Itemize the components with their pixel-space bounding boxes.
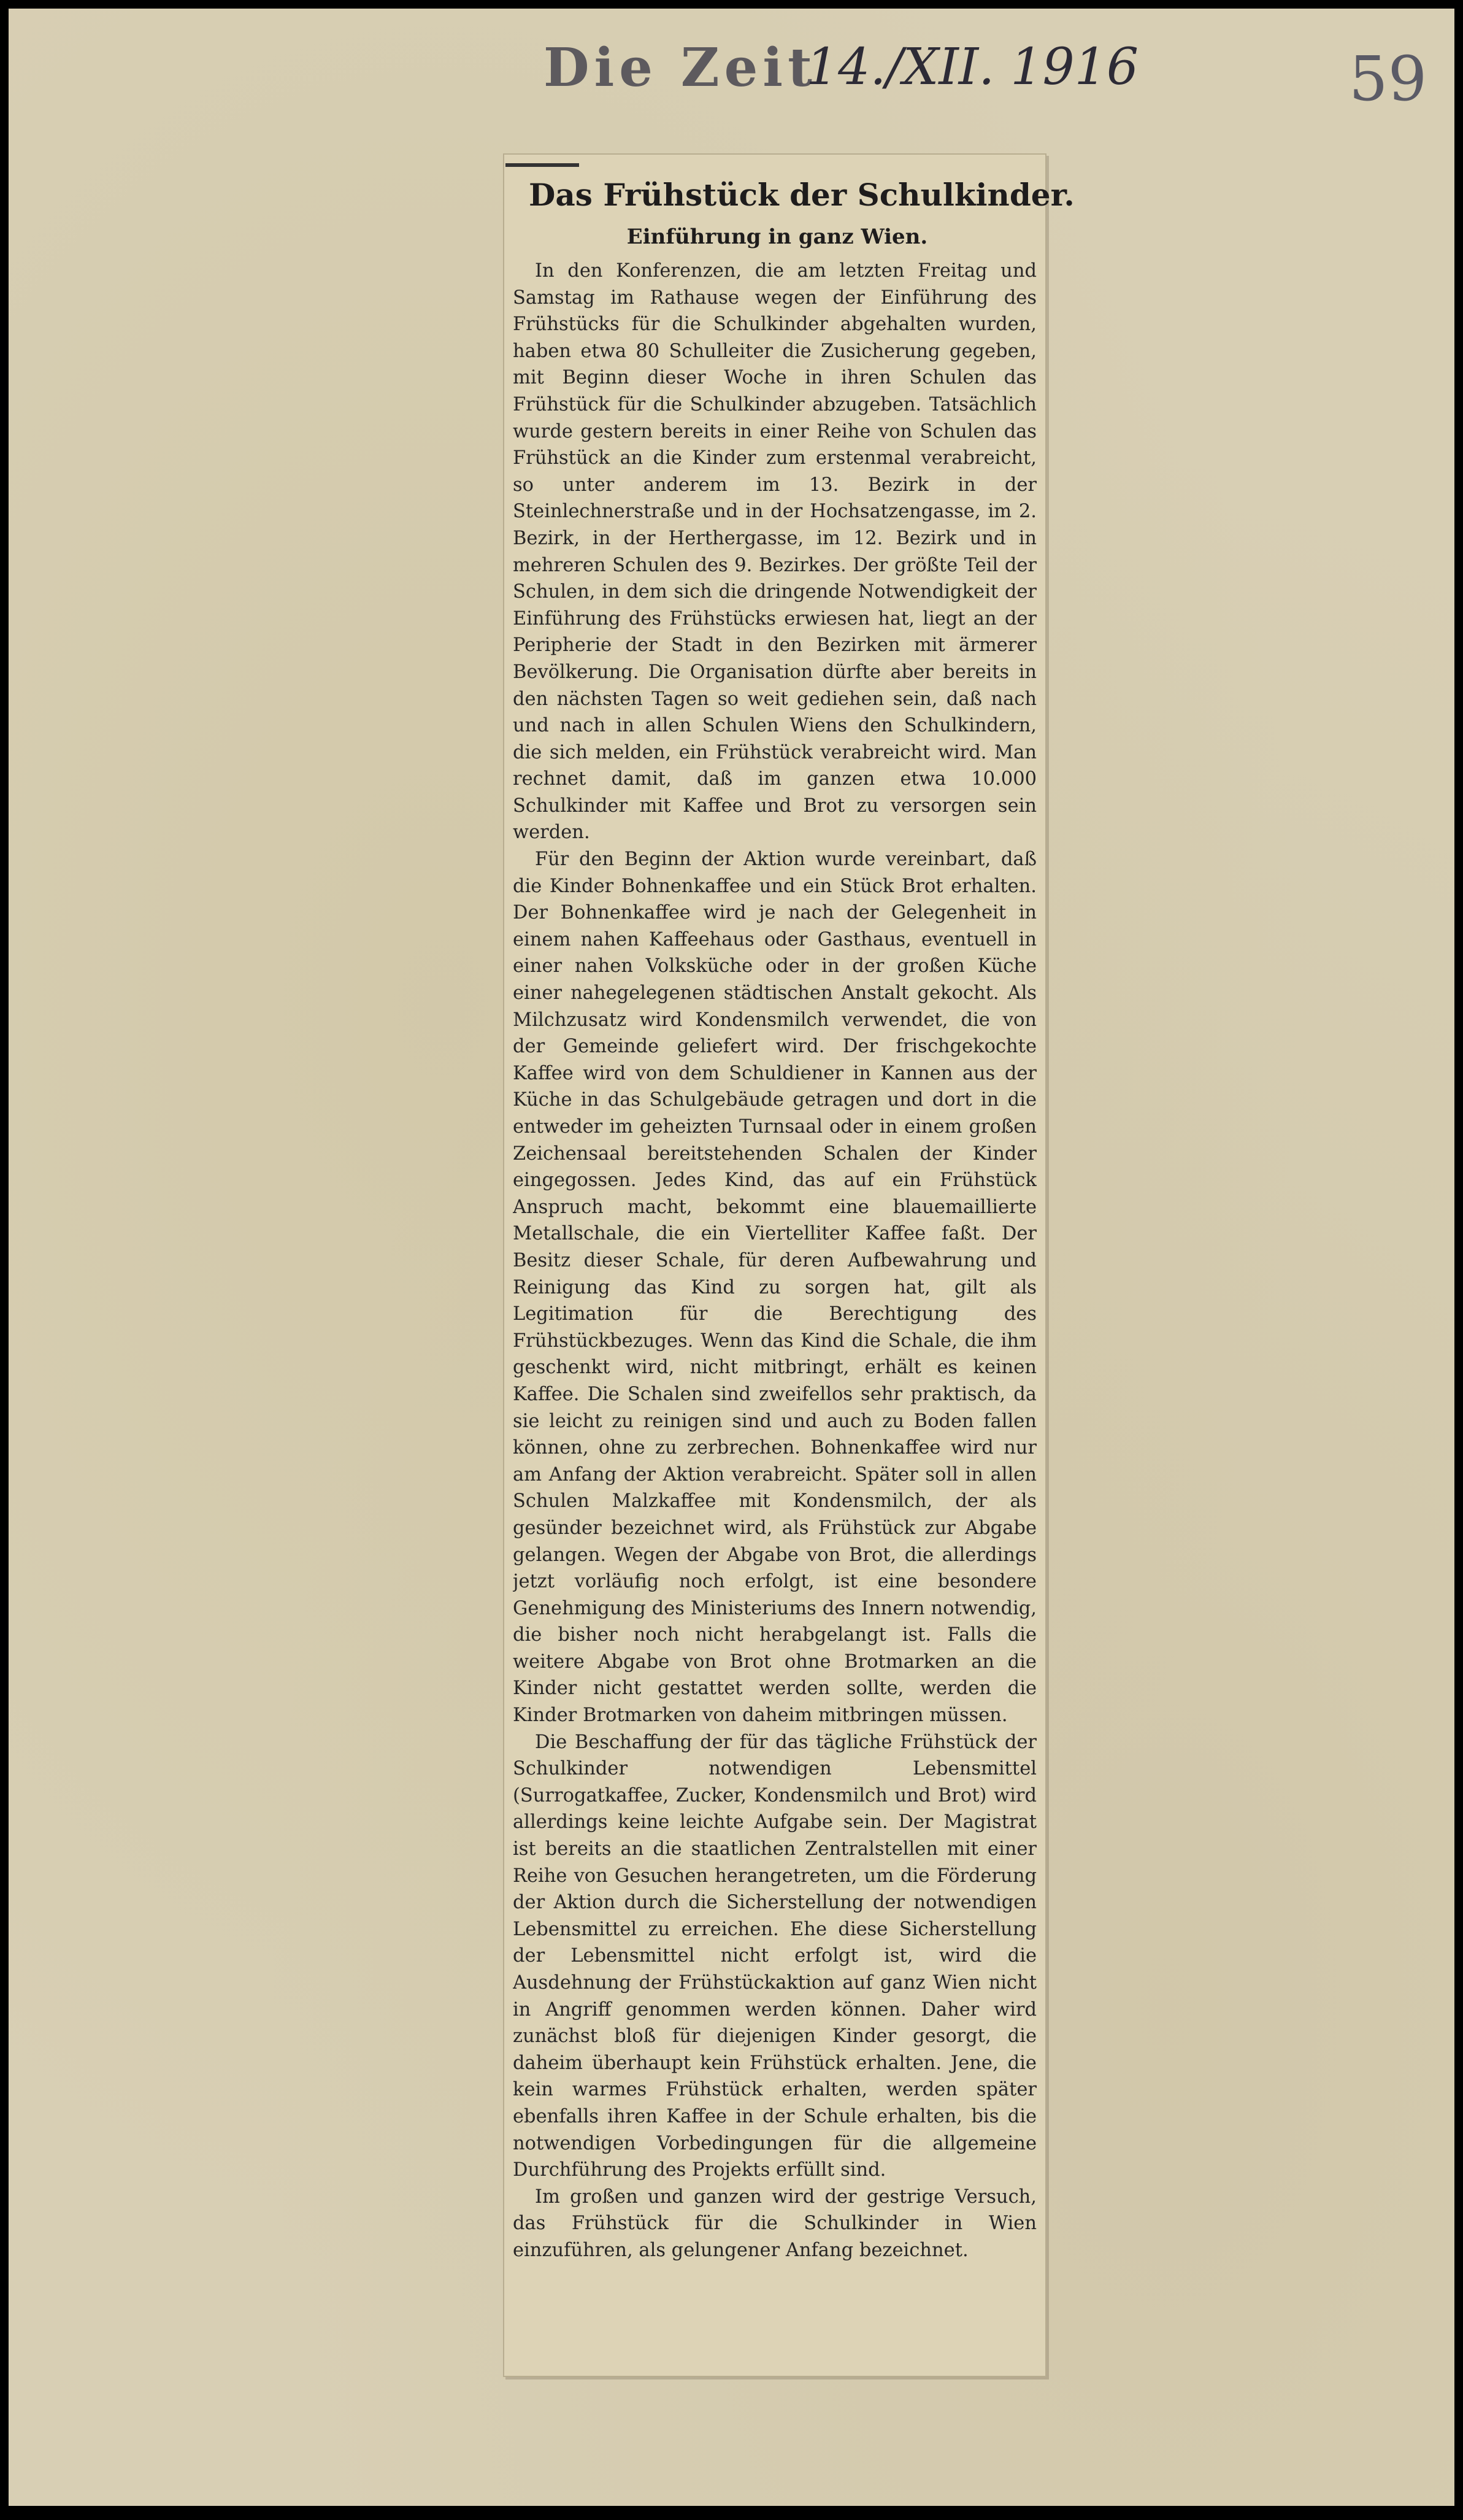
article-paragraph: Die Beschaffung der für das tägliche Frühstück der Schulkinder notwendigen Lebensmittel (Surrogatkaffee, Zucker, Kondensmilch und Brot) wird allerdings keine leichte Aufgabe sein. Der Magistrat ist bereits an die staatlichen Zentralstellen mit einer Reihe von Gesuchen herangetreten, um die Förderung der Aktion durch die Sicherstellung der notwendigen Lebensmittel zu erreichen. Ehe diese Sicherstellung der Lebensmittel nicht erfolgt ist, wird die Ausdehnung der Frühstückaktion auf ganz Wien nicht in Angriff genommen werden können. Daher wird zunächst bloß für diejenigen Kinder gesorgt, die daheim überhaupt kein Frühstück erhalten. Jene, die kein warmes Frühstück erhalten, werden später ebenfalls ihren Kaffee in der Schule erhalten, bis die notwendigen Vorbedingungen für die allgemeine Durchführung des Projekts erfüllt sind. (513, 1731, 1037, 2181)
article-paragraph: Für den Beginn der Aktion wurde vereinbart, daß die Kinder Bohnenkaffee und ein Stück Brot erhalten. Der Bohnenkaffee wird je nach der Gelegenheit in einem nahen Kaffeehaus oder Gasthaus, eventuell in einer nahen Volksküche oder in der großen Küche einer nahegelegenen städtischen Anstalt gekocht. Als Milchzusatz wird Kondensmilch verwendet, die von der Gemeinde geliefert wird. Der frischgekochte Kaffee wird von dem Schuldiener in Kannen aus der Küche in das Schulgebäude getragen und dort in die entweder im geheizten Turnsaal oder in einem großen Zeichensaal bereitstehenden Schalen der Kinder eingegossen. Jedes Kind, das auf ein Frühstück Anspruch macht, bekommt eine blauemaillierte Metallschale, die ein Viertelliter Kaffee faßt. Der Besitz dieser Schale, für deren Aufbewahrung und Reinigung das Kind zu sorgen hat, gilt als Legitimation für die Berechtigung des Frühstückbezuges. Wenn das Kind die Schale, die ihm geschenkt wird, nicht mitbringt, erhält es keinen Kaffee. Die Schalen sind zweifellos sehr praktisch, da sie leicht zu reinigen sind und auch zu Boden fallen können, ohne zu zerbrechen. Bohnenkaffee wird nur am Anfang der Aktion verabreicht. Später soll in allen Schulen Malzkaffee mit Kondensmilch, der als gesünder bezeichnet wird, als Frühstück zur Abgabe gelangen. Wegen der Abgabe von Brot, die allerdings jetzt vorläufig noch erfolgt, ist eine besondere Genehmigung des Ministeriums des Innern notwendig, die bisher noch nicht herabgelangt ist. Falls die weitere Abgabe von Brot ohne Brotmarken an die Kinder nicht gestattet werden sollte, werden die Kinder Brotmarken von daheim mitbringen müssen. (513, 849, 1037, 1727)
article-subheadline: Einführung in ganz Wien. (626, 225, 928, 249)
newspaper-clipping (503, 153, 1075, 2377)
article-paragraph: In den Konferenzen, die am letzten Freitag und Samstag im Rathause wegen der Einführung des Frühstücks für die Schulkinder abgehalten wurden, haben etwa 80 Schulleiter die Zusicherung gegeben, mit Beginn dieser Woche in ihren Schulen das Frühstück für die Schulkinder abzugeben. Tatsächlich wurde gestern bereits in einer Reihe von Schulen das Frühstück an die Kinder zum erstenmal verabreicht, so unter anderem im 13. Bezirk in der Steinlechnerstraße und in der Hochsatzengasse, im 2. Bezirk, in der Herthergasse, im 12. Bezirk und in mehreren Schulen des 9. Bezirkes. Der größte Teil der Schulen, in dem sich die dringende Notwendigkeit der Einführung des Frühstücks erwiesen hat, liegt an der Peripherie der Stadt in den Bezirken mit ärmerer Bevölkerung. Die Organisation dürfte aber bereits in den nächsten Tagen so weit gediehen sein, daß nach und nach in allen Schulen Wiens den Schulkindern, die sich melden, ein Frühstück verabreicht wird. Man rechnet damit, daß im ganzen etwa 10.000 Schulkinder mit Kaffee und Brot zu versorgen sein werden. (513, 260, 1037, 844)
clipping-edge-mark (505, 163, 579, 167)
handwritten-page-number: 59 (1349, 43, 1427, 115)
newspaper-name-stamp: Die Zeit (543, 37, 817, 99)
archive-sheet (9, 9, 1454, 2506)
article-body (513, 258, 1037, 2362)
article-paragraph: Im großen und ganzen wird der gestrige Versuch, das Frühstück für die Schulkinder in Wien einzuführen, als gelungener Anfang bezeichnet. (513, 2186, 1037, 2261)
handwritten-date: 14./XII. 1916 (806, 38, 1139, 96)
article-headline: Das Frühstück der Schulkinder. (529, 177, 1075, 213)
